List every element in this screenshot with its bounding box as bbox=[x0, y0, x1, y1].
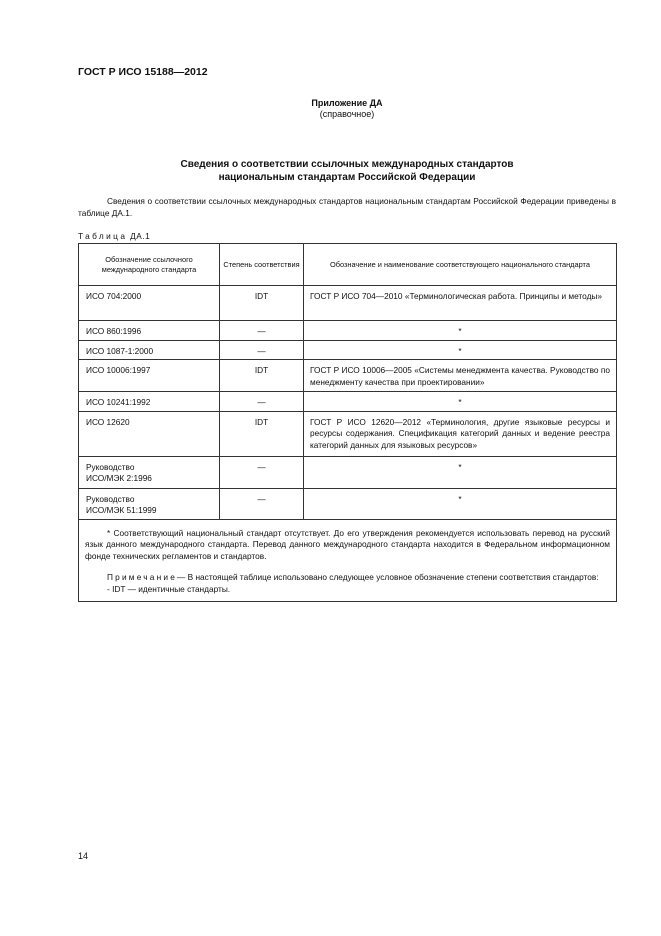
header-degree: Степень соответствия bbox=[220, 244, 304, 286]
cell-reference-line-2: ИСО/МЭК 51:1999 bbox=[86, 505, 157, 515]
page-number: 14 bbox=[78, 851, 89, 861]
cell-national: * bbox=[304, 456, 617, 488]
appendix-title: Приложение ДА bbox=[311, 98, 383, 108]
appendix-subtitle: (справочное) bbox=[319, 109, 375, 119]
cell-degree: — bbox=[220, 340, 304, 360]
table-caption bbox=[78, 231, 150, 241]
table-row bbox=[79, 340, 617, 360]
table-row bbox=[79, 488, 617, 519]
cell-reference: ИСО 10006:1997 bbox=[79, 360, 220, 392]
footnote: * Соответствующий национальный стандарт отсутствует. До его утверждения рекомендуется использовать перевод на русский язык данного международного стандарта. Перевод данного международного стандарта находится в Федеральном информационном фонде технических регламентов и стандартов. bbox=[85, 527, 610, 561]
note-label: Примечание bbox=[107, 572, 178, 582]
cell-degree: — bbox=[220, 456, 304, 488]
cell-degree: — bbox=[220, 488, 304, 519]
cell-degree: IDT bbox=[220, 360, 304, 392]
cell-national: * bbox=[304, 340, 617, 360]
cell-national: ГОСТ Р ИСО 704—2010 «Терминологическая работа. Принципы и методы» bbox=[304, 286, 617, 321]
table-row bbox=[79, 321, 617, 341]
cell-degree: IDT bbox=[220, 411, 304, 456]
table-header-row bbox=[79, 244, 617, 286]
note bbox=[85, 572, 610, 584]
cell-reference-line-1: Руководство bbox=[86, 493, 135, 504]
table-caption-id: ДА.1 bbox=[130, 231, 151, 241]
cell-national: * bbox=[304, 321, 617, 341]
cell-national: ГОСТ Р ИСО 12620—2012 «Терминология, другие языковые ресурсы и ресурсы содержания. Спецификация категорий данных и ведение реестра категорий данных для языковых ресурсов» bbox=[304, 411, 617, 456]
cell-reference: ИСО 10241:1992 bbox=[79, 392, 220, 412]
cell-degree: IDT bbox=[220, 286, 304, 321]
correspondence-table bbox=[78, 243, 617, 602]
cell-degree: — bbox=[220, 321, 304, 341]
table-row bbox=[79, 456, 617, 488]
cell-national: * bbox=[304, 392, 617, 412]
section-heading bbox=[78, 158, 616, 184]
cell-reference: ИСО 704:2000 bbox=[79, 286, 220, 321]
cell-reference: ИСО 12620 bbox=[79, 411, 220, 456]
document-code: ГОСТ Р ИСО 15188—2012 bbox=[78, 66, 208, 78]
table-row bbox=[79, 411, 617, 456]
section-heading-line-1: Сведения о соответствии ссылочных международных стандартов bbox=[180, 159, 514, 170]
header-national-standard: Обозначение и наименование соответствующего национального стандарта bbox=[304, 244, 617, 286]
table-footer-row bbox=[79, 519, 617, 602]
table-caption-word: Таблица bbox=[78, 231, 128, 241]
cell-national: * bbox=[304, 488, 617, 519]
note-item: - IDT — идентичные стандарты. bbox=[107, 583, 231, 594]
cell-reference-line-1: Руководство bbox=[86, 461, 135, 472]
header-reference-standard: Обозначение ссылочного международного стандарта bbox=[79, 244, 220, 286]
section-heading-line-2: национальным стандартам Российской Федерации bbox=[218, 172, 476, 183]
cell-degree: — bbox=[220, 392, 304, 412]
appendix-title-block bbox=[78, 98, 616, 120]
cell-national: ГОСТ Р ИСО 10006—2005 «Системы менеджмента качества. Руководство по менеджменту качества при проектировании» bbox=[304, 360, 617, 392]
table-row bbox=[79, 360, 617, 392]
cell-reference: ИСО 1087-1:2000 bbox=[79, 340, 220, 360]
table-footer bbox=[79, 519, 617, 602]
intro-paragraph: Сведения о соответствии ссылочных международных стандартов национальным стандартам Российской Федерации приведены в таблице ДА.1. bbox=[78, 196, 616, 218]
note-text: — В настоящей таблице использовано следующее условное обозначение степени соответствия стандартов: bbox=[177, 572, 599, 582]
cell-reference-line-2: ИСО/МЭК 2:1996 bbox=[86, 473, 152, 483]
cell-reference: ИСО 860:1996 bbox=[79, 321, 220, 341]
table-row bbox=[79, 392, 617, 412]
cell-reference bbox=[79, 456, 220, 488]
table-row bbox=[79, 286, 617, 321]
cell-reference bbox=[79, 488, 220, 519]
